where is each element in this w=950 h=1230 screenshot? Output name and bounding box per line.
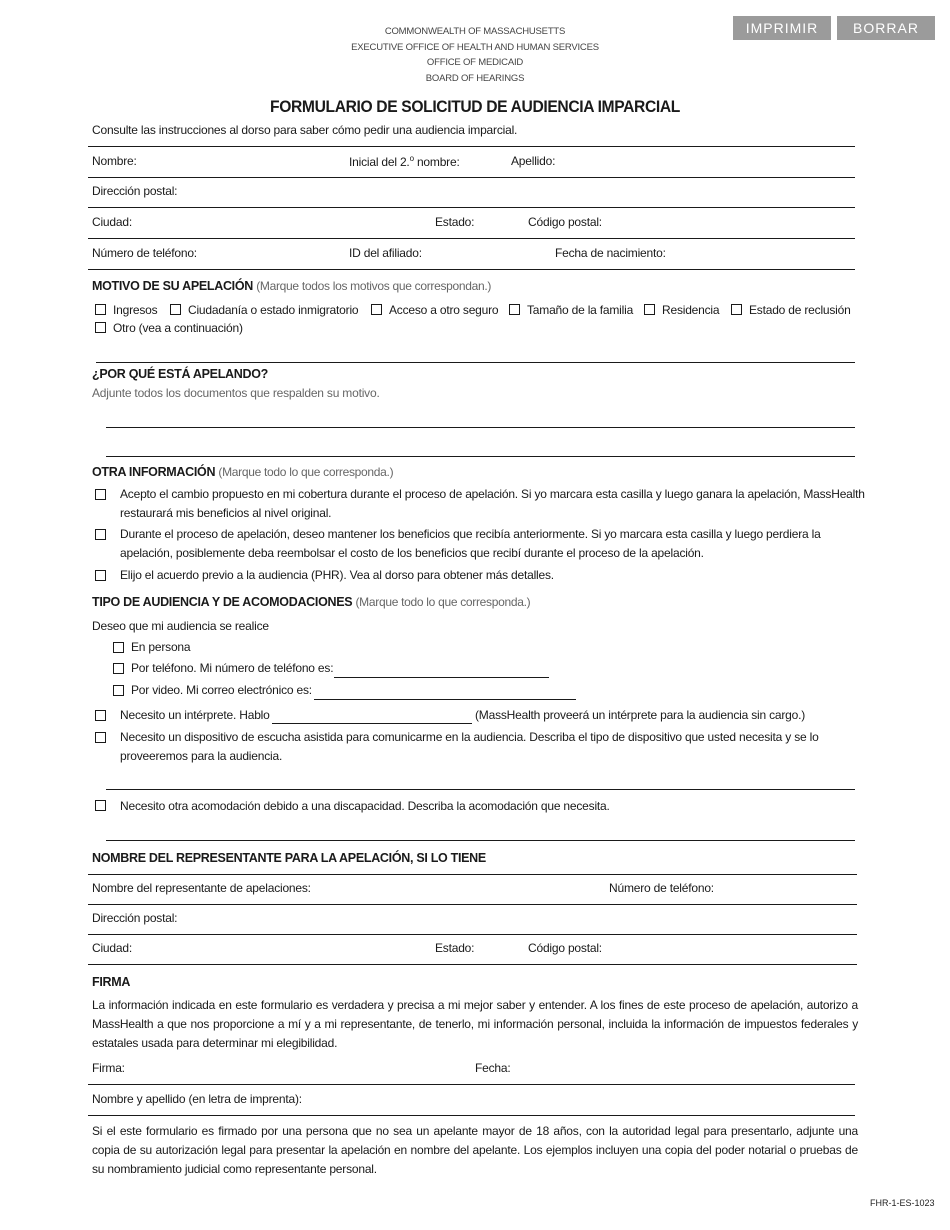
by-video-checkbox[interactable] [113, 685, 124, 696]
reason-incarceration-label: Estado de reclusión [749, 303, 851, 317]
middle-initial-label: Inicial del 2.$^o$ nombre: [349, 154, 460, 169]
rep-name-label: Nombre del representante de apelaciones: [92, 881, 311, 895]
phone-field[interactable] [200, 246, 340, 260]
rep-name-field[interactable] [312, 881, 602, 895]
by-phone-label: Por teléfono. Mi número de teléfono es: [131, 661, 334, 675]
intro-text: Consulte las instrucciones al dorso para saber cómo pedir una audiencia imparcial. [92, 123, 518, 137]
first-name-field[interactable] [140, 154, 340, 168]
rep-city-label: Ciudad: [92, 941, 132, 955]
agency-line-3: OFFICE OF MEDICAID [426, 57, 524, 68]
reason-other-label: Otro (vea a continuación) [113, 321, 243, 335]
reason-incarceration-checkbox[interactable] [731, 304, 742, 315]
hearing-intro: Deseo que mi audiencia se realice [92, 619, 269, 633]
why-line-2[interactable] [106, 456, 855, 457]
interpreter-text-a: Necesito un intérprete. Hablo [120, 708, 270, 722]
middle-initial-field[interactable] [466, 154, 506, 168]
agency-line-4: BOARD OF HEARINGS [425, 72, 525, 84]
agency-line-2: EXECUTIVE OFFICE OF HEALTH AND HUMAN SERVICES [351, 41, 599, 53]
phr-checkbox[interactable] [95, 570, 106, 581]
agency-line-1: COMMONWEALTH OF MASSACHUSETTS [384, 26, 566, 37]
accept-change-text: Acepto el cambio propuesto en mi cobertura durante el proceso de apelación. Si yo marcara esta casilla y luego ganara la apelación, MassHealth restaurará mis beneficios al nivel original. [120, 487, 865, 520]
member-id-field[interactable] [426, 246, 548, 260]
rep-city-field[interactable] [134, 941, 429, 955]
zip-label: Código postal: [528, 215, 602, 229]
print-button[interactable]: IMPRIMIR [733, 16, 831, 40]
signature-statement: La información indicada en este formulario es verdadera y precisa a mi mejor saber y entender. A los fines de este proceso de apelación, autorizo a MassHealth a que nos proporcione a mí y a mi representante, de tenerlo, mi información personal, incluida la información de impuestos federales y estatales usada para determinar mi elegibilidad. [92, 998, 858, 1050]
date-field[interactable] [513, 1061, 853, 1075]
signature-heading: FIRMA [92, 975, 131, 989]
reason-residence-label: Residencia [662, 303, 720, 317]
divider [88, 207, 855, 208]
dob-label: Fecha de nacimiento: [555, 246, 666, 260]
accept-change-checkbox[interactable] [95, 489, 106, 500]
phone-label: Número de teléfono: [92, 246, 197, 260]
rep-phone-label: Número de teléfono: [609, 881, 714, 895]
why-line-1[interactable] [106, 427, 855, 428]
address-field[interactable] [182, 184, 852, 198]
why-note: Adjunte todos los documentos que respalden su motivo. [92, 386, 380, 400]
dob-field[interactable] [667, 246, 852, 260]
listening-device-text: Necesito un dispositivo de escucha asistida para comunicarme en la audiencia. Describa el tipo de dispositivo que usted necesita y se lo proveeremos para la audiencia. [120, 730, 819, 763]
disability-description-line[interactable] [106, 840, 855, 841]
reason-family-size-checkbox[interactable] [509, 304, 520, 315]
divider [88, 964, 857, 965]
disability-text: Necesito otra acomodación debido a una discapacidad. Describa la acomodación que necesita. [120, 799, 610, 813]
rep-zip-field[interactable] [605, 941, 852, 955]
by-phone-checkbox[interactable] [113, 663, 124, 674]
zip-field[interactable] [605, 215, 852, 229]
divider [88, 238, 855, 239]
rep-zip-label: Código postal: [528, 941, 602, 955]
divider [88, 1084, 855, 1085]
date-label: Fecha: [475, 1061, 511, 1075]
in-person-checkbox[interactable] [113, 642, 124, 653]
printed-name-label: Nombre y apellido (en letra de imprenta): [92, 1092, 302, 1106]
last-name-label: Apellido: [511, 154, 556, 168]
hearing-phone-line [334, 677, 549, 678]
reason-citizenship-checkbox[interactable] [170, 304, 181, 315]
printed-name-field[interactable] [306, 1092, 852, 1106]
keep-benefits-text: Durante el proceso de apelación, deseo mantener los beneficios que recibía anteriormente. Si yo marcara esta casilla y luego perdiera la apelación, posiblemente deba reembolsar el costo de los beneficios que recibí durante el proceso de la apelación. [120, 527, 821, 560]
in-person-label: En persona [131, 640, 191, 654]
phr-text: Elijo el acuerdo previo a la audiencia (PHR). Vea al dorso para obtener más detalles. [120, 568, 554, 582]
reason-heading: MOTIVO DE SU APELACIÓN (Marque todos los motivos que correspondan.) [92, 279, 492, 293]
divider [88, 146, 855, 147]
city-field[interactable] [134, 215, 429, 229]
reason-other-insurance-checkbox[interactable] [371, 304, 382, 315]
interpreter-text-b: (MassHealth proveerá un intérprete para la audiencia sin cargo.) [475, 708, 806, 722]
rep-address-field[interactable] [182, 911, 852, 925]
language-field[interactable] [274, 708, 470, 722]
reason-family-size-label: Tamaño de la familia [527, 303, 634, 317]
reason-income-label: Ingresos [113, 303, 158, 317]
rep-phone-field[interactable] [717, 881, 853, 895]
representative-heading: NOMBRE DEL REPRESENTANTE PARA LA APELACIÓN, SI LO TIENE [92, 851, 486, 865]
language-line [272, 723, 472, 724]
form-code: FHR-1-ES-1023 [870, 1198, 935, 1208]
clear-button[interactable]: BORRAR [837, 16, 935, 40]
last-name-field[interactable] [562, 154, 852, 168]
divider [88, 269, 855, 270]
reason-other-line[interactable] [96, 362, 855, 363]
interpreter-checkbox[interactable] [95, 710, 106, 721]
signature-field[interactable] [130, 1061, 465, 1075]
reason-other-insurance-label: Acceso a otro seguro [389, 303, 499, 317]
signature-footnote: Si el este formulario es firmado por una persona que no sea un apelante mayor de 18 años, con la autoridad legal para presentarlo, adjunte una copia de su autorización legal para presentar la apelación en nombre del apelante. Los ejemplos incluyen una copia del poder notarial o pruebas de su nombramiento judicial como representante personal. [92, 1124, 858, 1176]
address-label: Dirección postal: [92, 184, 178, 198]
hearing-phone-field[interactable] [336, 662, 548, 676]
rep-state-field[interactable] [476, 941, 521, 955]
member-id-label: ID del afiliado: [349, 246, 422, 260]
disability-checkbox[interactable] [95, 800, 106, 811]
reason-other-checkbox[interactable] [95, 322, 106, 333]
divider [88, 874, 857, 875]
city-label: Ciudad: [92, 215, 132, 229]
rep-state-label: Estado: [435, 941, 475, 955]
state-field[interactable] [476, 215, 521, 229]
divider [88, 904, 857, 905]
divider [88, 934, 857, 935]
by-video-label: Por video. Mi correo electrónico es: [131, 683, 312, 697]
reason-residence-checkbox[interactable] [644, 304, 655, 315]
why-heading: ¿POR QUÉ ESTÁ APELANDO? [92, 367, 268, 381]
divider [88, 177, 855, 178]
keep-benefits-checkbox[interactable] [95, 529, 106, 540]
signature-label: Firma: [92, 1061, 125, 1075]
state-label: Estado: [435, 215, 475, 229]
rep-address-label: Dirección postal: [92, 911, 178, 925]
page-title: FORMULARIO DE SOLICITUD DE AUDIENCIA IMPARCIAL [270, 97, 680, 116]
reason-citizenship-label: Ciudadanía o estado inmigratorio [188, 303, 359, 317]
first-name-label: Nombre: [92, 154, 137, 168]
reason-income-checkbox[interactable] [95, 304, 106, 315]
divider [88, 1115, 855, 1116]
hearing-heading: TIPO DE AUDIENCIA Y DE ACOMODACIONES (Marque todo lo que corresponda.) [92, 595, 531, 609]
other-heading: OTRA INFORMACIÓN (Marque todo lo que corresponda.) [92, 465, 394, 479]
hearing-email-field[interactable] [316, 684, 574, 698]
listening-device-checkbox[interactable] [95, 732, 106, 743]
device-description-line[interactable] [106, 789, 855, 790]
hearing-email-line [314, 699, 576, 700]
